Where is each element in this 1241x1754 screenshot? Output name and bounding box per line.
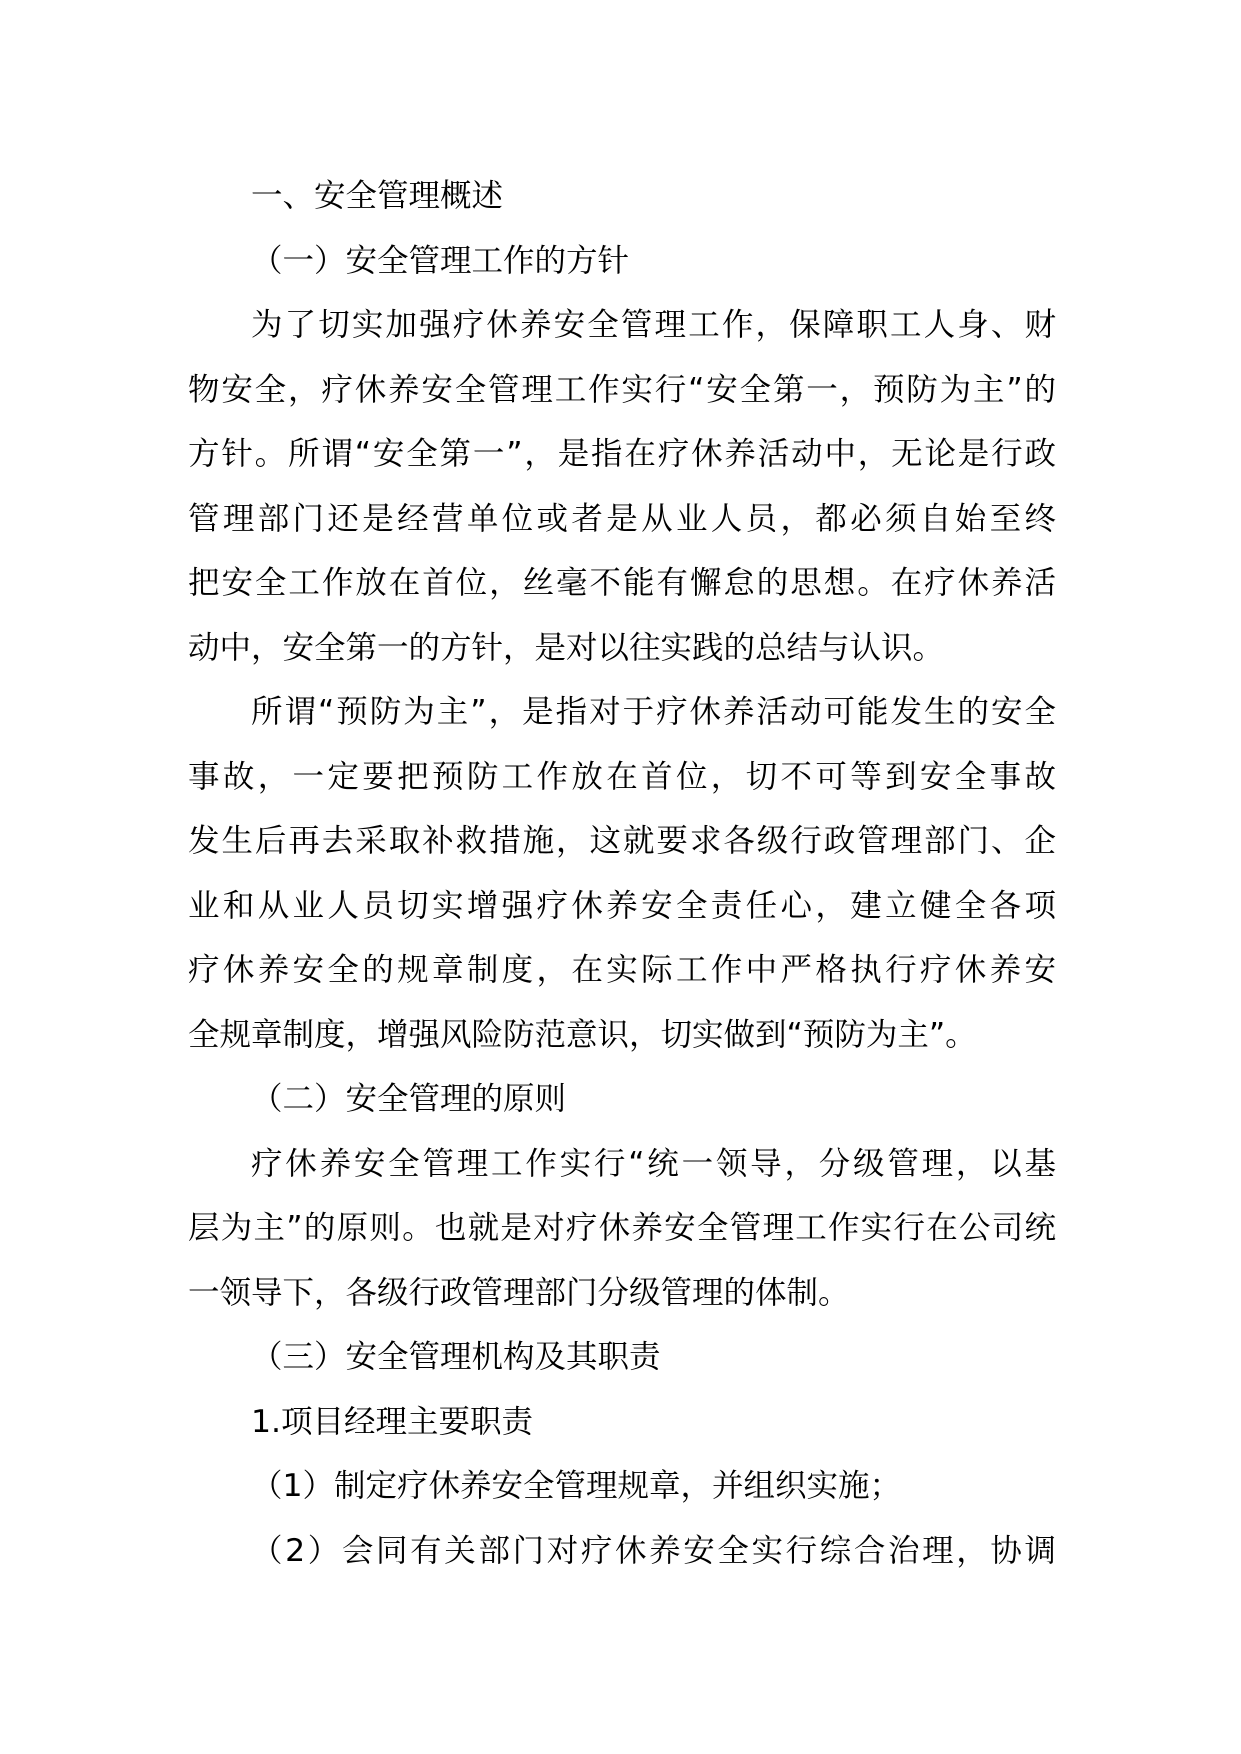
list-item: （1）制定疗休养安全管理规章，并组织实施； bbox=[251, 1468, 902, 1504]
paragraph-line: 物安全，疗休养安全管理工作实行“安全第一，预防为主”的 bbox=[188, 371, 1056, 408]
list-item: （2）会同有关部门对疗休养安全实行综合治理，协调 bbox=[251, 1532, 1056, 1569]
subsection-heading-policy: （一）安全管理工作的方针 bbox=[251, 242, 630, 279]
paragraph-line: 管理部门还是经营单位或者是从业人员，都必须自始至终 bbox=[188, 500, 1056, 537]
paragraph-line: 为了切实加强疗休养安全管理工作，保障职工人身、财 bbox=[251, 307, 1056, 343]
paragraph-line: 动中，安全第一的方针，是对以往实践的总结与认识。 bbox=[188, 629, 945, 666]
paragraph-line: 疗休养安全的规章制度，在实际工作中严格执行疗休养安 bbox=[188, 952, 1056, 988]
paragraph-line: 所谓“预防为主”，是指对于疗休养活动可能发生的安全 bbox=[251, 694, 1056, 730]
subsection-heading-organization: （三）安全管理机构及其职责 bbox=[251, 1339, 661, 1375]
paragraph-line: 发生后再去采取补救措施，这就要求各级行政管理部门、企 bbox=[188, 823, 1056, 859]
paragraph-line: 事故，一定要把预防工作放在首位，切不可等到安全事故 bbox=[188, 758, 1056, 795]
item-heading-project-manager: 1.项目经理主要职责 bbox=[251, 1403, 534, 1440]
paragraph-line: 层为主”的原则。也就是对疗休养安全管理工作实行在公司统 bbox=[188, 1210, 1056, 1246]
paragraph-line: 把安全工作放在首位，丝毫不能有懈怠的思想。在疗休养活 bbox=[188, 565, 1056, 601]
subsection-heading-principles: （二）安全管理的原则 bbox=[251, 1081, 567, 1117]
paragraph-line: 一领导下，各级行政管理部门分级管理的体制。 bbox=[188, 1274, 850, 1311]
paragraph-line: 疗休养安全管理工作实行“统一领导，分级管理，以基 bbox=[251, 1145, 1056, 1182]
paragraph-line: 方针。所谓“安全第一”，是指在疗休养活动中，无论是行政 bbox=[188, 436, 1056, 472]
document-page bbox=[188, 164, 1056, 1583]
section-heading-overview: 一、安全管理概述 bbox=[251, 178, 504, 214]
paragraph-line: 业和从业人员切实增强疗休养安全责任心，建立健全各项 bbox=[188, 887, 1056, 924]
paragraph-line: 全规章制度，增强风险防范意识，切实做到“预防为主”。 bbox=[188, 1016, 977, 1053]
